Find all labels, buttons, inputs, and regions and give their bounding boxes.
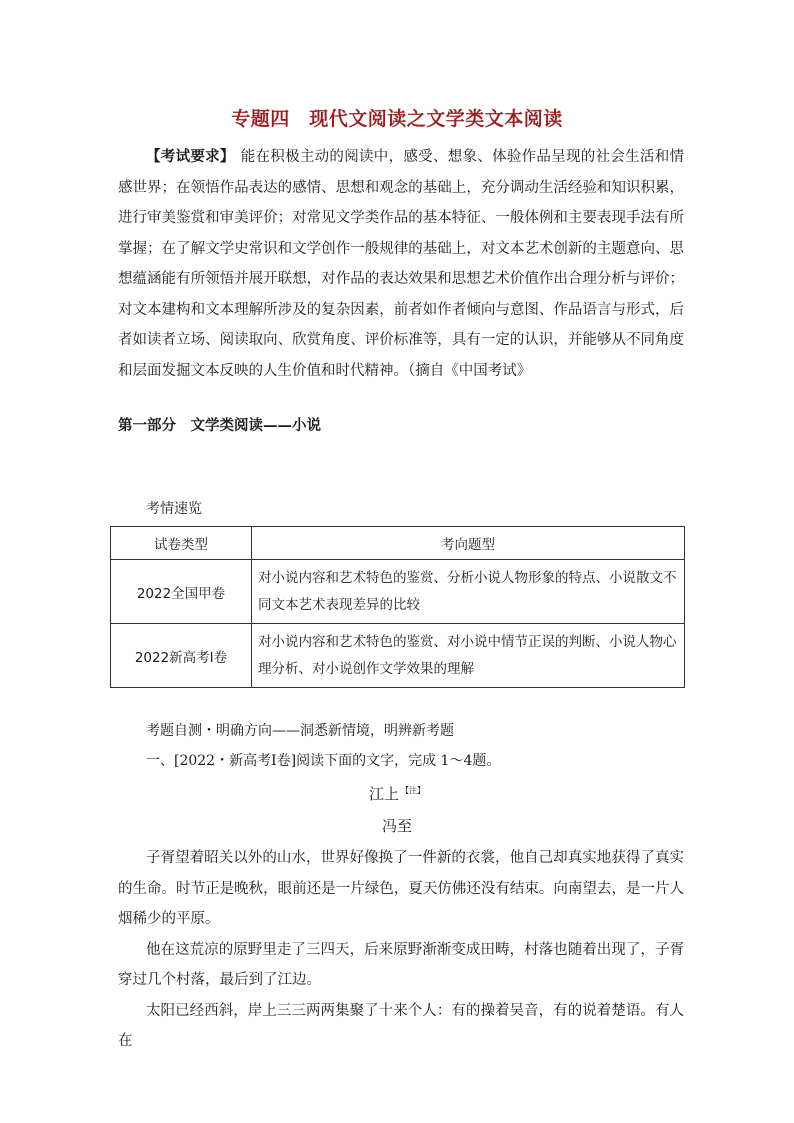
exam-overview-table [110, 526, 685, 688]
passage-author: 冯至 [381, 817, 412, 835]
exam-requirement-paragraph [118, 142, 684, 386]
requirement-tag: 【考试要求】 [146, 148, 235, 165]
table-header-row [111, 527, 685, 560]
question-instruction: 一、[2022・新高考Ⅰ卷]阅读下面的文字，完成 1～4题。 [146, 753, 501, 769]
passage-title [0, 783, 794, 804]
passage-paragraph: 太阳已经西斜，岸上三三两两集聚了十来个人：有的操着吴音，有的说着楚语。有人在 [118, 1002, 684, 1049]
passage-paragraph: 子胥望着昭关以外的山水，世界好像换了一件新的衣裳，他自己却真实地获得了真实的生命。时节正是晚秋，眼前还是一片绿色，夏天仿佛还没有结束。向南望去，是一片人烟稀少的平原。 [118, 850, 684, 927]
passage-title-note: 【注】 [401, 786, 425, 795]
self-test-heading: 考题自测・明确方向——洞悉新情境，明辨新考题 [146, 723, 454, 739]
table-row [111, 624, 685, 688]
page-title: 专题四 现代文阅读之文学类文本阅读 [231, 108, 563, 130]
exam-type-cell: 2022全国甲卷 [111, 560, 252, 624]
question-type-cell: 对小说内容和艺术特色的鉴赏、分析小说人物形象的特点、小说散文不同文本艺术表现差异的比较 [252, 560, 685, 624]
passage-paragraph: 他在这荒凉的原野里走了三四天，后来原野渐渐变成田畴，村落也随着出现了，子胥穿过几个村落，最后到了江边。 [118, 941, 684, 988]
table-header-cell: 考向题型 [252, 527, 685, 560]
exam-type-cell: 2022新高考Ⅰ卷 [111, 624, 252, 688]
table-row [111, 560, 685, 624]
passage-body [118, 843, 684, 1057]
part-heading: 第一部分 文学类阅读——小说 [118, 417, 321, 434]
overview-label: 考情速览 [146, 501, 202, 517]
requirement-text: 能在积极主动的阅读中，感受、想象、体验作品呈现的社会生活和情感世界；在领悟作品表达的感情、思想和观念的基础上，充分调动生活经验和知识积累，进行审美鉴赏和审美评价；对常见文学类作品的基本特征、一般体例和主要表现手法有所掌握；在了解文学史常识和文学创作一般规律的基础上，对文本艺术创新的主题意向、思想蕴涵能有所领悟并展开联想，对作品的表达效果和思想艺术价值作出合理分析与评价；对文本建构和文本理解所涉及的复杂因素，前者如作者倾向与意图、作品语言与形式，后者如读者立场、阅读取向、欣赏角度、评价标准等，具有一定的认识，并能够从不同角度和层面发掘文本反映的人生价值和时代精神。（摘自《中国考试》 [118, 149, 685, 379]
table-header-cell: 试卷类型 [111, 527, 252, 560]
passage-title-text: 江上 [368, 785, 399, 803]
question-type-cell: 对小说内容和艺术特色的鉴赏、对小说中情节正误的判断、小说人物心理分析、对小说创作文学效果的理解 [252, 624, 685, 688]
